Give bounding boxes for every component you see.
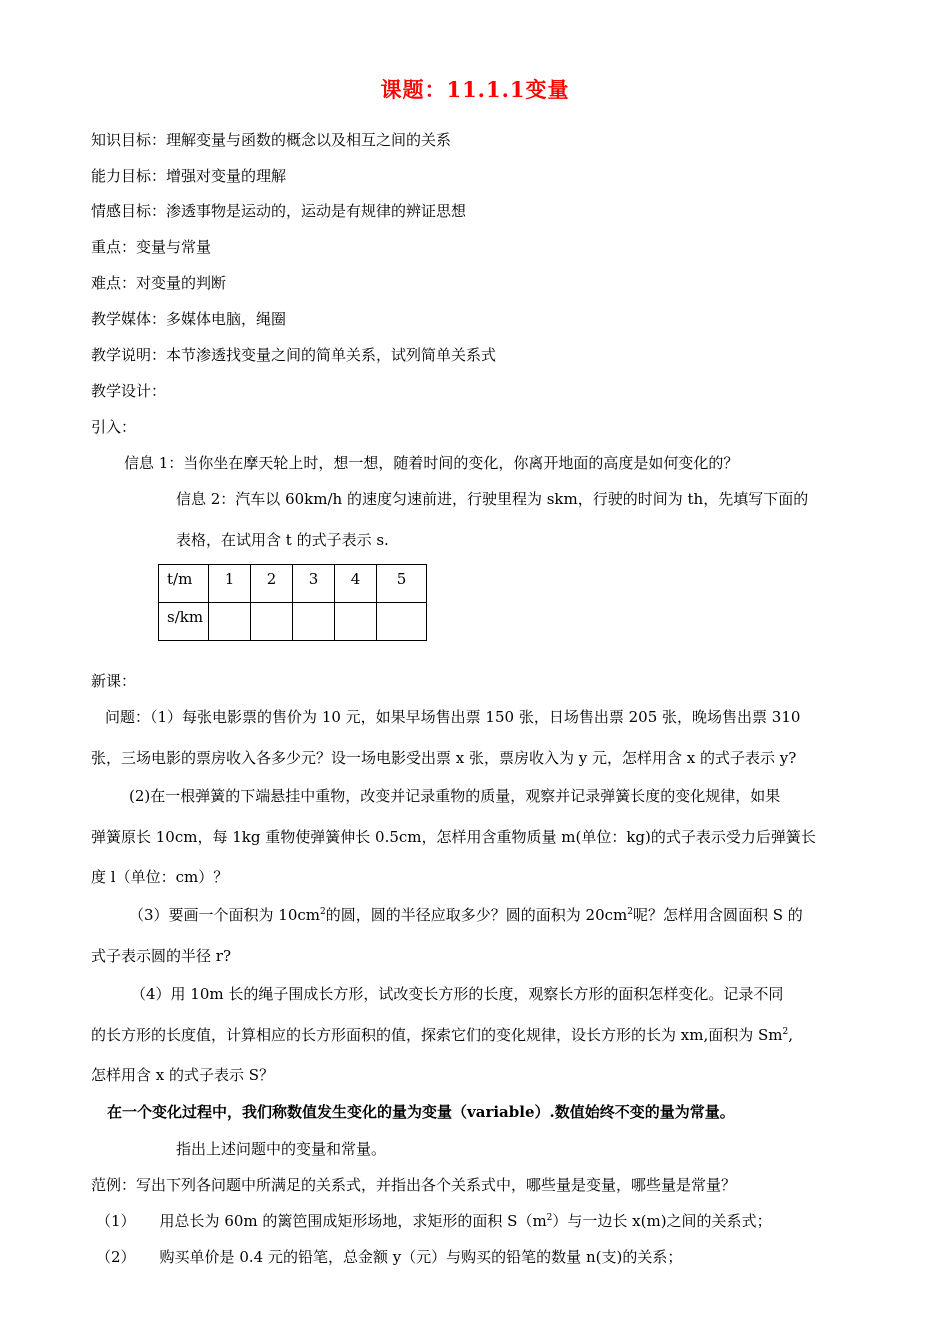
- table-header-cell: 1: [209, 565, 251, 603]
- table-header-cell: 3: [293, 565, 335, 603]
- question-1-line-1: 问题：（1）每张电影票的售价为 10 元，如果早场售出票 150 张，日场售出票 205 张，晚场售出票 310: [105, 708, 801, 726]
- question-2-line-2: 弹簧原长 10cm，每 1kg 重物使弹簧伸长 0.5cm，怎样用含重物质量 m(单位：kg)的式子表示受力后弹簧长: [91, 828, 816, 846]
- difficult-point: 难点：对变量的判断: [91, 274, 227, 292]
- question-1-line-2: 张，三场电影的票房收入各多少元？设一场电影受出票 x 张，票房收入为 y 元，怎样用含 x 的式子表示 y?: [91, 749, 797, 767]
- question-3-line-2: 式子表示圆的半径 r?: [91, 947, 231, 965]
- objective-ability: 能力目标：增强对变量的理解: [91, 167, 287, 185]
- point-out-instruction: 指出上述问题中的变量和常量。: [176, 1140, 387, 1158]
- teaching-notes: 教学说明：本节渗透找变量之间的简单关系，试列简单关系式: [91, 346, 497, 364]
- example-2: （2） 购买单价是 0.4 元的铅笔，总金额 y（元）与购买的铅笔的数量 n(支)的关系；: [96, 1248, 683, 1266]
- table-cell: [335, 603, 377, 641]
- table-cell: [293, 603, 335, 641]
- table-header-cell: 5: [377, 565, 427, 603]
- page-title: 课题：11.1.1变量: [380, 77, 570, 102]
- intro-info-2-line-1: 信息 2：汽车以 60km/h 的速度匀速前进，行驶里程为 skm，行驶的时间为 th，先填写下面的: [176, 490, 809, 508]
- example-1-number: （1）: [96, 1212, 136, 1230]
- example-1: （1） 用总长为 60m 的篱笆围成矩形场地，求矩形的面积 $S(m^2)$与一边长 x(m)之间的关系式；: [96, 1212, 772, 1230]
- table-cell: [251, 603, 293, 641]
- question-3-line-1: （3）要画一个面积为 $10cm^2$的圆，圆的半径应取多少？圆的面积为 $20cm^2$呢？怎样用含圆面积 S 的: [129, 906, 803, 924]
- time-distance-table: [158, 564, 427, 641]
- table-cell: [377, 603, 427, 641]
- question-4-line-1: （4）用 10m 长的绳子围成长方形，试改变长方形的长度，观察长方形的面积怎样变化。记录不同: [131, 985, 784, 1003]
- key-point: 重点：变量与常量: [91, 238, 212, 256]
- objective-knowledge: 知识目标：理解变量与函数的概念以及相互之间的关系: [91, 131, 452, 149]
- intro-info-1: 信息 1：当你坐在摩天轮上时，想一想，随着时间的变化，你离开地面的高度是如何变化的？: [124, 454, 739, 472]
- teaching-design-heading: 教学设计：: [91, 382, 167, 400]
- table-header-cell: 2: [251, 565, 293, 603]
- new-lesson-heading: 新课：: [91, 672, 137, 690]
- table-row: [159, 603, 427, 641]
- table-header-cell: t/m: [159, 565, 209, 603]
- table-header-cell: 4: [335, 565, 377, 603]
- intro-info-2-line-2: 表格，在试用含 t 的式子表示 s.: [176, 531, 389, 549]
- question-2-line-1: (2)在一根弹簧的下端悬挂中重物，改变并记录重物的质量，观察并记录弹簧长度的变化规律，如果: [129, 787, 781, 805]
- question-4-line-3: 怎样用含 x 的式子表示 S？: [91, 1066, 275, 1084]
- variable-definition: 在一个变化过程中，我们称数值发生变化的量为变量（variable）.数值始终不变的量为常量。: [107, 1103, 735, 1121]
- question-4-line-2: 的长方形的长度值，计算相应的长方形面积的值，探索它们的变化规律，设长方形的长为 xm,面积为 Sm$^2$,: [91, 1026, 794, 1044]
- example-2-number: （2）: [96, 1248, 136, 1266]
- table-row-label: s/km: [159, 603, 209, 641]
- intro-heading: 引入：: [91, 418, 137, 436]
- teaching-media: 教学媒体：多媒体电脑，绳圈: [91, 310, 287, 328]
- table-row: [159, 565, 427, 603]
- examples-intro: 范例：写出下列各问题中所满足的关系式，并指出各个关系式中，哪些量是变量，哪些量是常量？: [91, 1176, 737, 1194]
- table-cell: [209, 603, 251, 641]
- objective-emotion: 情感目标：渗透事物是运动的，运动是有规律的辨证思想: [91, 202, 467, 220]
- question-2-line-3: 度 l（单位：cm）？: [91, 868, 229, 886]
